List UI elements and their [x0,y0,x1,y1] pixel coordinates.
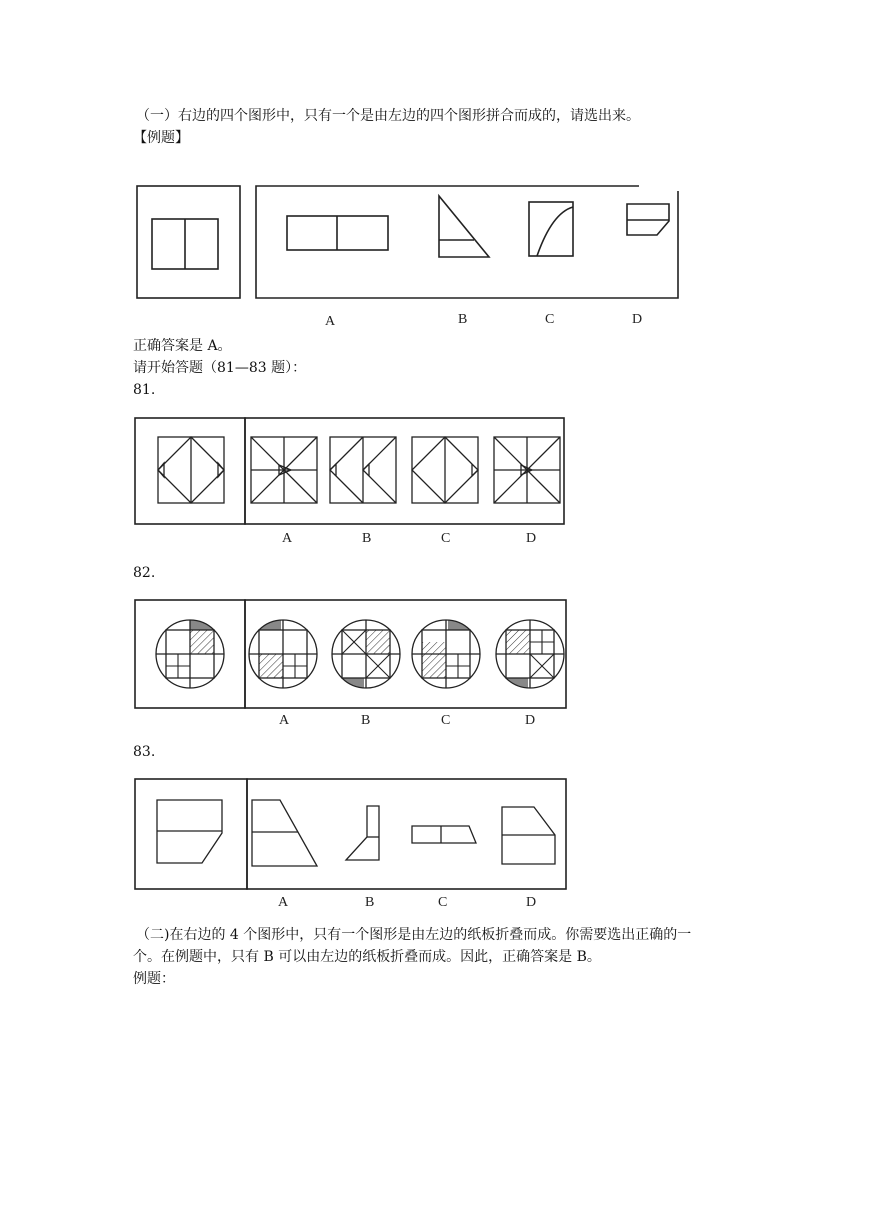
question-81-figure [132,412,568,550]
q81-option-a: A [282,531,293,546]
example-option-d: D [632,312,643,327]
example-option-c: C [545,312,555,327]
start-prompt: 请开始答题（81—83 题）： [133,360,307,376]
q83-option-b: B [365,895,375,910]
example-option-b: B [458,312,468,327]
example-option-a: A [325,314,336,329]
q81-option-b: B [362,531,372,546]
q82-option-a: A [279,713,290,728]
question-83-figure [132,775,568,910]
q82-option-d: D [525,713,536,728]
question-82-number: 82. [133,565,156,581]
example-answer: 正确答案是 A。 [133,338,232,354]
q83-option-c: C [438,895,448,910]
example-heading: 【例题】 [133,130,189,146]
section2-instruction-line2: 个。在例题中，只有 B 可以由左边的纸板折叠而成。因此，正确答案是 B。 [133,949,601,965]
question-83-number: 83. [133,744,156,760]
q83-option-d: D [526,895,537,910]
section1-instruction: （一）右边的四个图形中，只有一个是由左边的四个图形拼合而成的，请选出来。 [136,108,640,124]
q83-option-a: A [278,895,289,910]
question-81-number: 81. [133,382,156,398]
section2-instruction-line1: （二)在右边的 4 个图形中，只有一个图形是由左边的纸板折叠而成。你需要选出正确的一 [136,927,692,943]
q81-option-d: D [526,531,537,546]
question-82-figure [132,596,568,730]
section2-example-heading: 例题： [133,971,175,987]
example-figure [134,183,686,333]
q82-option-b: B [361,713,371,728]
q82-option-c: C [441,713,451,728]
q81-option-c: C [441,531,451,546]
